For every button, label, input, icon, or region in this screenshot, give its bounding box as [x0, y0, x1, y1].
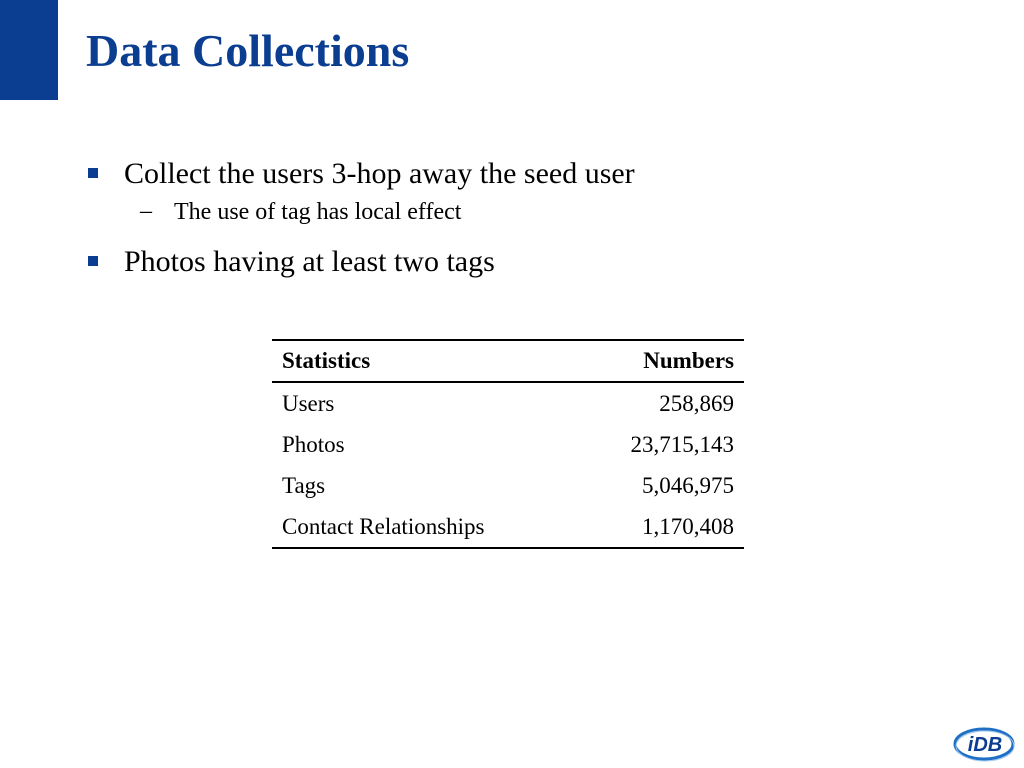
table-row	[272, 382, 744, 424]
row-label: Tags	[282, 472, 326, 498]
row-value: 1,170,408	[642, 513, 734, 539]
table-row	[272, 424, 744, 465]
table-row	[272, 506, 744, 548]
slide-title: Data Collections	[86, 25, 410, 76]
bullet-item	[86, 240, 966, 284]
row-value: 258,869	[659, 390, 734, 416]
square-bullet-icon	[88, 256, 98, 266]
row-label: Photos	[282, 431, 345, 457]
table-header-row	[272, 340, 744, 382]
bullet-item	[86, 152, 966, 196]
bullet-list	[86, 152, 966, 284]
bullet-text: Collect the users 3-hop away the seed user	[124, 157, 635, 190]
statistics-table	[272, 339, 744, 549]
row-value: 23,715,143	[630, 431, 734, 457]
logo-text: iDB	[967, 734, 1003, 756]
title-accent-bar	[0, 0, 58, 100]
idb-logo-icon	[952, 720, 1016, 764]
bullet-text: Photos having at least two tags	[124, 245, 495, 278]
sub-bullet-text: The use of tag has local effect	[174, 199, 462, 225]
header-statistics: Statistics	[282, 348, 371, 373]
row-label: Contact Relationships	[282, 513, 485, 539]
table-row	[272, 465, 744, 506]
sub-bullet-item	[86, 194, 966, 230]
square-bullet-icon	[88, 168, 98, 178]
dash-bullet-icon: –	[140, 198, 152, 224]
header-numbers: Numbers	[643, 348, 734, 373]
row-label: Users	[282, 390, 335, 416]
row-value: 5,046,975	[642, 472, 734, 498]
